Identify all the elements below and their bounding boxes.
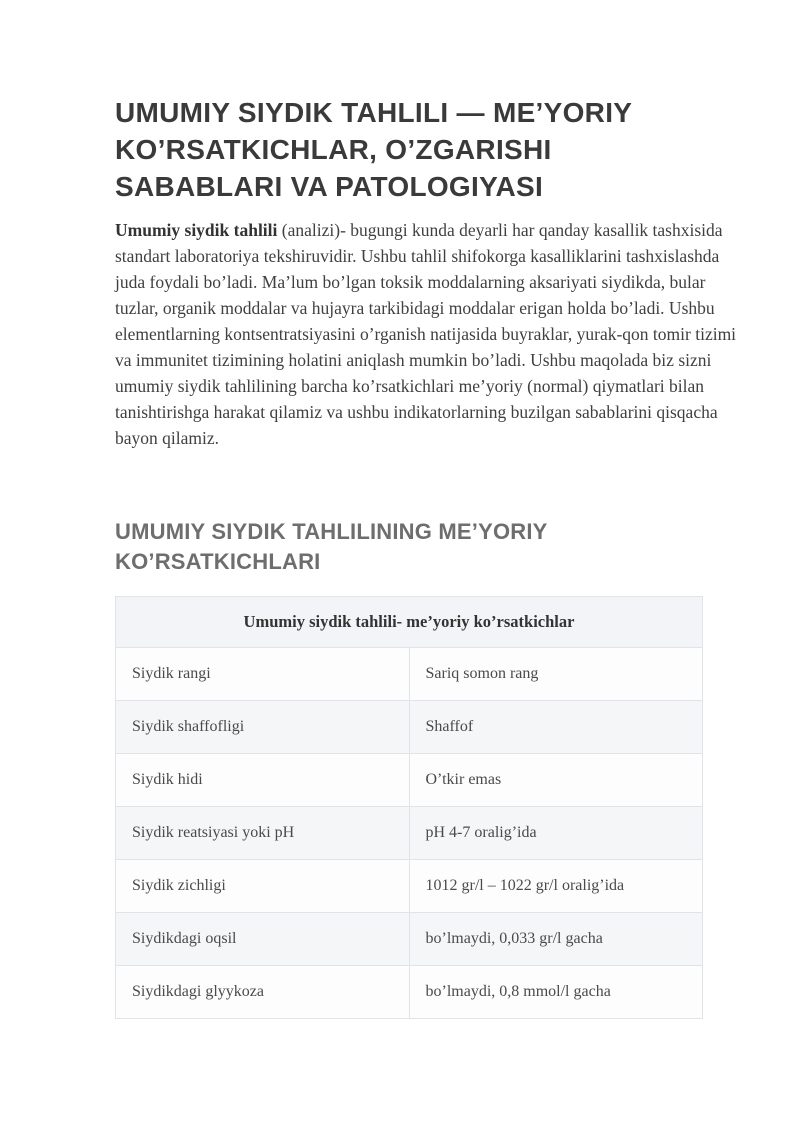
- parameter-cell: Siydik hidi: [116, 754, 410, 807]
- section-heading: UMUMIY SIYDIK TAHLILINING ME’YORIY KO’RSATKICHLARI: [115, 519, 548, 574]
- parameter-cell: Siydikdagi oqsil: [116, 913, 410, 966]
- value-cell: Shaffof: [409, 701, 703, 754]
- parameter-cell: Siydikdagi glyykoza: [116, 966, 410, 1019]
- table-row: [116, 913, 703, 966]
- parameter-cell: Siydik rangi: [116, 648, 410, 701]
- value-cell: O’tkir emas: [409, 754, 703, 807]
- value-cell: pH 4-7 oralig’ida: [409, 807, 703, 860]
- table-row: [116, 701, 703, 754]
- value-cell: Sariq somon rang: [409, 648, 703, 701]
- table-header-row: [116, 597, 703, 648]
- value-cell: bo’lmaydi, 0,8 mmol/l gacha: [409, 966, 703, 1019]
- intro-lead-bold: Umumiy siydik tahlili: [115, 220, 278, 240]
- parameter-cell: Siydik zichligi: [116, 860, 410, 913]
- table-row: [116, 807, 703, 860]
- table-row: [116, 754, 703, 807]
- table-row: [116, 966, 703, 1019]
- article-title: UMUMIY SIYDIK TAHLILI — ME’YORIY KO’RSATKICHLAR, O’ZGARISHI SABABLARI VA PATOLOGIYASI: [115, 97, 632, 202]
- value-cell: bo’lmaydi, 0,033 gr/l gacha: [409, 913, 703, 966]
- normal-values-table: [115, 596, 703, 1019]
- table-title: Umumiy siydik tahlili- me’yoriy ko’rsatkichlar: [116, 597, 703, 648]
- intro-paragraph: [115, 217, 737, 451]
- table-row: [116, 860, 703, 913]
- value-cell: 1012 gr/l – 1022 gr/l oralig’ida: [409, 860, 703, 913]
- parameter-cell: Siydik reatsiyasi yoki pH: [116, 807, 410, 860]
- parameter-cell: Siydik shaffofligi: [116, 701, 410, 754]
- table-row: [116, 648, 703, 701]
- intro-body-text: (analizi)- bugungi kunda deyarli har qanday kasallik tashxisida standart laboratoriya tekshiruvidir. Ushbu tahlil shifokorga kasalliklarini tashxislashda juda foydali bo’ladi. Ma’lum bo’lgan toksik moddalarning aksariyati siydikda, bular tuzlar, organik moddalar va hujayra tarkibidagi moddalar erigan holda bo’ladi. Ushbu elementlarning kontsentratsiyasini o’rganish natijasida buyraklar, yurak-qon tomir tizimi va immunitet tizimining holatini aniqlash mumkin bo’ladi. Ushbu maqolada biz sizni umumiy siydik tahlilining barcha ko’rsatkichlari me’yoriy (normal) qiymatlari bilan tanishtirishga harakat qilamiz va ushbu indikatorlarning buzilgan sabablarini qisqacha bayon qilamiz.: [115, 220, 737, 448]
